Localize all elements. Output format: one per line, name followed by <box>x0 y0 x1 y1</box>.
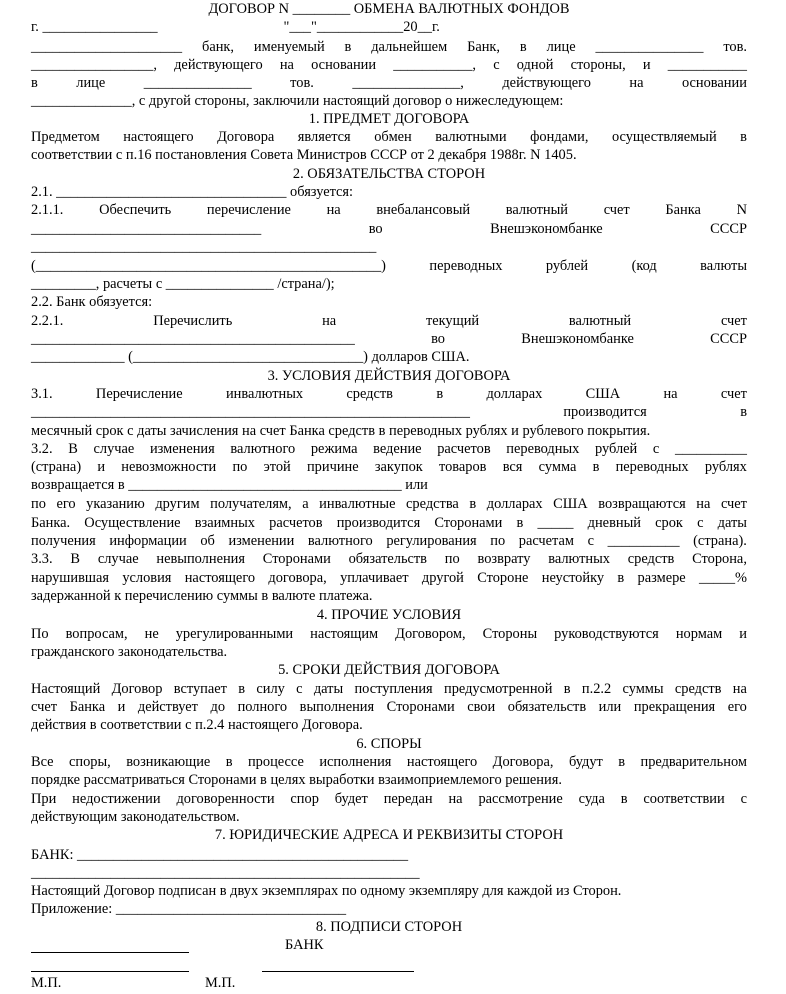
clause-2-1-1-line-3: ________________________________________________ <box>31 239 377 255</box>
bank-signature-label: БАНК <box>285 937 324 953</box>
clause-3-2-line-4: по его указанию другим получателям, а инвалютные средства в долларах США возвращаются на счет <box>31 496 747 512</box>
clause-3-3-line-3: задержанной к перечислению суммы в валюте платежа. <box>31 588 373 604</box>
stamp-place-right: М.П. <box>205 975 236 991</box>
section-5-text-1: Настоящий Договор вступает в силу с даты поступления предусмотренной в п.2.2 суммы средств на <box>31 681 747 697</box>
appendix-line: Приложение: ________________________________ <box>31 901 347 917</box>
clause-3-1-line-1: 3.1. Перечисление инвалютных средств в долларах США на счет <box>31 386 747 402</box>
clause-3-3-line-1: 3.3. В случае невыполнения Сторонами обязательств по возврату валютных средств Сторона, <box>31 551 747 567</box>
clause-2-2-1-line-2: _____________________________________________ во Внешэкономбанке СССР <box>31 331 747 347</box>
requisites-blank-line: ______________________________________________________ <box>31 865 420 881</box>
section-6-text-1: Все споры, возникающие в процессе исполнения настоящего Договора, будут в предварительном <box>31 754 747 770</box>
section-5-text-2: счет Банка и действует до полного выполнения Сторонами свои обязательств или прекращения его <box>31 699 747 715</box>
section-4-text-1: По вопросам, не урегулированными настоящим Договором, Стороны руководствуются нормам и <box>31 626 747 642</box>
signature-line-left-top <box>31 951 189 953</box>
clause-2-1-1-line-5: _________, расчеты с _______________ /страна/); <box>31 276 335 292</box>
preamble-line-3: в лице _______________ тов. _______________, действующего на основании <box>31 75 747 91</box>
contract-title: ДОГОВОР N ________ ОБМЕНА ВАЛЮТНЫХ ФОНДОВ <box>208 1 570 17</box>
section-1-text-1: Предметом настоящего Договора является обмен валютными фондами, осуществляемый в <box>31 129 747 145</box>
section-6-text-3: При недостижении договоренности спор будет передан на рассмотрение суда в соответствии с <box>31 791 747 807</box>
section-3-heading: 3. УСЛОВИЯ ДЕЙСТВИЯ ДОГОВОРА <box>267 368 511 384</box>
clause-2-2-1-line-3: _____________ (________________________________) долларов США. <box>31 349 470 365</box>
section-2-heading: 2. ОБЯЗАТЕЛЬСТВА СТОРОН <box>292 166 486 182</box>
preamble-line-2: _________________, действующего на основании ___________, с одной стороны, и ___________ <box>31 57 747 73</box>
section-1-heading: 1. ПРЕДМЕТ ДОГОВОРА <box>308 111 470 127</box>
clause-3-2-line-2: (страна) и невозможности по этой причине закупок товаров вся сумма в переводных рублях <box>31 459 747 475</box>
copies-statement: Настоящий Договор подписан в двух экземплярах по одному экземпляру для каждой из Сторон. <box>31 883 622 899</box>
clause-3-1-line-2: _____________________________________________________________ производится в <box>31 404 747 420</box>
clause-3-2-line-3: возвращается в ______________________________________ или <box>31 477 428 493</box>
clause-3-2-line-5: Банка. Осуществление взаимных расчетов производится Сторонами в _____ дневный срок с даты <box>31 515 747 531</box>
clause-2-1-1-line-1: 2.1.1. Обеспечить перечисление на внебалансовый валютный счет Банка N <box>31 202 747 218</box>
clause-3-1-line-3: месячный срок с даты зачисления на счет Банка средств в переводных рублях и рублевого покрытия. <box>31 423 651 439</box>
section-8-heading: 8. ПОДПИСИ СТОРОН <box>315 919 463 935</box>
clause-3-3-line-2: нарушившая условия настоящего договора, уплачивает другой Стороне неустойку в размере _____% <box>31 570 747 586</box>
section-5-heading: 5. СРОКИ ДЕЙСТВИЯ ДОГОВОРА <box>278 662 500 678</box>
section-6-text-4: действующим законодательством. <box>31 809 240 825</box>
section-4-heading: 4. ПРОЧИЕ УСЛОВИЯ <box>316 607 462 623</box>
signature-line-left-bottom <box>31 970 189 972</box>
preamble-line-4: ______________, с другой стороны, заключили настоящий договор о нижеследующем: <box>31 93 564 109</box>
section-5-text-3: действия в соответствии с п.2.4 настоящего Договора. <box>31 717 363 733</box>
bank-requisites-line: БАНК: ______________________________________________ <box>31 847 409 863</box>
clause-2-1-1-line-2: ________________________________ во Внешэкономбанке СССР <box>31 221 747 237</box>
clause-3-2-line-1: 3.2. В случае изменения валютного режима ведение расчетов переводных рублей с __________ <box>31 441 747 457</box>
section-1-text-2: соответствии с п.16 постановления Совета Министров СССР от 2 декабря 1988г. N 1405. <box>31 147 577 163</box>
section-6-text-2: порядке рассматриваться Сторонами в целях выработки взаимоприемлемого решения. <box>31 772 562 788</box>
stamp-place-left: М.П. <box>31 975 62 991</box>
clause-2-1: 2.1. ________________________________ обязуется: <box>31 184 354 200</box>
clause-2-2-1-line-1: 2.2.1. Перечислить на текущий валютный счет <box>31 313 747 329</box>
signature-line-right <box>262 970 414 972</box>
section-6-heading: 6. СПОРЫ <box>356 736 422 752</box>
city-date-line: г. ________________ "___"____________20__г. <box>31 19 440 35</box>
section-7-heading: 7. ЮРИДИЧЕСКИЕ АДРЕСА И РЕКВИЗИТЫ СТОРОН <box>214 827 564 843</box>
section-4-text-2: гражданского законодательства. <box>31 644 228 660</box>
clause-2-2: 2.2. Банк обязуется: <box>31 294 153 310</box>
clause-3-2-line-6: получения информации об изменении валютного регулирования по расчетам с __________ (страна). <box>31 533 747 549</box>
clause-2-1-1-line-4: (________________________________________________) переводных рублей (код валюты <box>31 258 747 274</box>
preamble-line-1: _____________________ банк, именуемый в дальнейшем Банк, в лице _______________ тов. <box>31 39 747 55</box>
